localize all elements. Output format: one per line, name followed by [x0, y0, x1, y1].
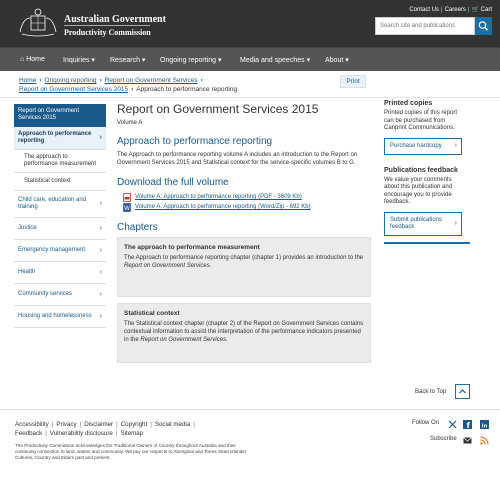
- nav-research-label: Research: [110, 57, 140, 64]
- purchase-hardcopy-label: Purchase hardcopy: [390, 142, 442, 149]
- nav-home-label: Home: [26, 56, 45, 63]
- sidebar-item-emergency[interactable]: [14, 240, 106, 262]
- chevron-right-icon: ›: [99, 200, 102, 207]
- chevron-right-icon: ›: [99, 246, 102, 254]
- chevron-right-icon: ›: [454, 219, 457, 227]
- facebook-icon[interactable]: [463, 420, 472, 429]
- submit-feedback-button[interactable]: [384, 212, 462, 236]
- logo-divider: [64, 25, 150, 26]
- acknowledgement-text: The Productivity Commission acknowledges the Traditional Owners of Country throughout Australia and their continuing connection to land, waters and community. We pay our respects to Aboriginal and Torres Strait Islander Cultures, Country and Elders past and present.: [15, 443, 247, 460]
- sidebar-item-community[interactable]: [14, 284, 106, 306]
- printed-copies-heading: Printed copies: [384, 100, 433, 107]
- nav-inquiries[interactable]: [63, 56, 95, 64]
- sidebar-item-approach[interactable]: [14, 127, 106, 150]
- chevron-right-icon: ›: [131, 86, 134, 93]
- follow-on-label: Follow On: [412, 420, 440, 426]
- breadcrumb-current: Approach to performance reporting: [136, 86, 238, 93]
- sidebar-item-justice[interactable]: [14, 218, 106, 240]
- footer-link-copyright[interactable]: Copyright: [120, 421, 148, 428]
- chevron-right-icon: ›: [99, 312, 102, 320]
- logo-government[interactable]: Australian Government: [64, 14, 166, 25]
- content-divider: [0, 97, 500, 98]
- caret-down-icon: ▾: [306, 57, 311, 64]
- breadcrumb-ongoing[interactable]: Ongoing reporting: [44, 77, 97, 84]
- chevron-right-icon: ›: [99, 77, 102, 84]
- nav-media-label: Media and speeches: [240, 57, 305, 64]
- download-heading: Download the full volume: [117, 177, 229, 188]
- caret-down-icon: ▾: [345, 57, 349, 64]
- back-to-top-label[interactable]: Back to Top: [415, 389, 447, 395]
- footer-link-feedback[interactable]: Feedback: [15, 430, 43, 437]
- chapter-card-text: The Statistical context chapter (chapter 2) of the Report on Government Services contains contextual information to assist the interpretation of the performance indicators presented in the Report on Government Services.: [124, 321, 364, 343]
- chevron-right-icon: ›: [454, 142, 457, 149]
- nav-ongoing-reporting[interactable]: [160, 56, 222, 64]
- breadcrumb-rogs-2015[interactable]: Report on Government Services 2015: [19, 86, 129, 93]
- download-pdf-label: Volume A: Approach to performance reporting (PDF - 3609 Kb): [135, 194, 302, 200]
- svg-text:in: in: [481, 423, 488, 429]
- word-icon: [123, 203, 131, 212]
- linkedin-icon[interactable]: [480, 420, 489, 429]
- footer-divider: [0, 409, 500, 410]
- rss-icon[interactable]: [480, 436, 489, 445]
- feedback-heading: Publications feedback: [384, 166, 458, 174]
- footer-link-social-media[interactable]: Social media: [154, 421, 191, 428]
- breadcrumb-home[interactable]: Home: [19, 77, 37, 84]
- main-nav: [0, 47, 500, 71]
- x-twitter-icon[interactable]: [448, 420, 457, 429]
- chevron-right-icon: ›: [39, 77, 42, 84]
- breadcrumb-rogs[interactable]: Report on Government Services: [104, 77, 198, 84]
- sidebar-heading[interactable]: Report on Government Services 2015: [14, 104, 106, 127]
- breadcrumb: [19, 76, 339, 94]
- nav-media-speeches[interactable]: [240, 56, 310, 64]
- chapter-card-title: Statistical context: [124, 310, 180, 317]
- download-word-label: Volume A: Approach to performance reporting (Word/Zip - 692 Kb): [135, 204, 311, 210]
- subscribe-label: Subscribe: [430, 436, 457, 442]
- download-word-link[interactable]: [117, 202, 371, 212]
- chevron-right-icon: ›: [99, 290, 102, 298]
- sidebar-subitem-measurement[interactable]: The approach to performance measurement: [14, 150, 106, 173]
- footer-link-accessibility[interactable]: Accessibility: [15, 421, 49, 428]
- page-title: Report on Government Services 2015: [117, 102, 319, 116]
- sidebar-subitem-statistical[interactable]: Statistical context: [14, 173, 106, 191]
- pdf-icon: [123, 193, 131, 202]
- main-content: [117, 102, 371, 363]
- svg-text:f: f: [466, 421, 470, 429]
- site-header: [0, 0, 500, 47]
- logo-commission[interactable]: Productivity Commission: [64, 28, 151, 37]
- right-sidebar-rule: [384, 242, 470, 244]
- chevron-right-icon: ›: [99, 268, 102, 276]
- footer-link-privacy[interactable]: Privacy: [56, 421, 77, 428]
- chapter-card-statistical[interactable]: [117, 303, 371, 363]
- chapter-card-title: The approach to performance measurement: [124, 244, 260, 251]
- home-icon: ⌂: [20, 56, 25, 63]
- careers-link[interactable]: Careers: [444, 7, 466, 13]
- contact-link[interactable]: Contact Us: [409, 7, 440, 13]
- sidebar-item-label: Emergency management: [18, 247, 86, 253]
- chevron-right-icon: ›: [99, 134, 102, 141]
- volume-label: Volume A: [117, 120, 143, 126]
- sidebar-item-label: Approach to performance reporting: [18, 131, 92, 144]
- purchase-hardcopy-button[interactable]: [384, 138, 462, 155]
- sidebar-item-label: Housing and homelessness: [18, 313, 92, 319]
- chapter-card-measurement[interactable]: [117, 237, 371, 297]
- approach-heading: Approach to performance reporting: [117, 136, 273, 147]
- caret-down-icon: ▾: [91, 57, 95, 64]
- sidebar-item-health[interactable]: [14, 262, 106, 284]
- chapters-heading: Chapters: [117, 222, 158, 233]
- back-to-top-button[interactable]: [455, 384, 470, 399]
- chapter-card-text: The Approach to performance reporting chapter (chapter 1) provides an introduction to the Report on Government Services.: [124, 255, 364, 269]
- section-sidebar: [14, 104, 106, 328]
- footer-links: Accessibility | Privacy | Disclaimer | Copyright | Social media | Feedback | Vulnerability disclosure | Sitemap: [15, 421, 195, 437]
- footer-link-disclaimer[interactable]: Disclaimer: [84, 421, 114, 428]
- cart-link[interactable]: Cart: [480, 7, 492, 13]
- utility-links: Contact Us | Careers | 🛒 Cart: [409, 7, 492, 13]
- nav-home[interactable]: [20, 56, 45, 63]
- sidebar-item-label: Health: [18, 269, 36, 275]
- caret-down-icon: ▾: [218, 57, 222, 64]
- cart-icon[interactable]: 🛒: [471, 7, 479, 13]
- search-input[interactable]: Search site and publications: [375, 17, 475, 35]
- print-button[interactable]: Print: [340, 75, 366, 88]
- sidebar-item-label: Justice: [18, 225, 37, 231]
- download-pdf-link[interactable]: [117, 192, 371, 202]
- svg-text:W: W: [124, 205, 130, 212]
- printed-copies-text: Printed copies of this report can be purchased from Canprint Communications.: [384, 110, 458, 131]
- coat-of-arms-icon: [16, 6, 60, 40]
- footer-link-vulnerability[interactable]: Vulnerability disclosure: [49, 430, 113, 437]
- nav-ongoing-label: Ongoing reporting: [160, 57, 217, 64]
- chevron-right-icon: ›: [99, 224, 102, 232]
- chevron-right-icon: ›: [200, 77, 203, 84]
- search-button[interactable]: [475, 17, 492, 35]
- right-sidebar: [384, 100, 466, 244]
- sidebar-item-child-care[interactable]: [14, 191, 106, 218]
- sidebar-item-housing[interactable]: [14, 306, 106, 328]
- search-icon: [475, 17, 492, 35]
- chevron-up-icon: [456, 385, 469, 398]
- feedback-text: We value your comments about this publication and encourage you to provide feedback.: [384, 176, 453, 205]
- caret-down-icon: ▾: [141, 57, 146, 64]
- nav-research[interactable]: [110, 56, 145, 64]
- footer-link-sitemap[interactable]: Sitemap: [120, 430, 144, 437]
- approach-paragraph: The Approach to performance reporting volume A includes an introduction to the Report on Government Services 2015 and Statistical context for the service-specific volumes B to G.: [117, 152, 358, 166]
- nav-about[interactable]: [325, 56, 349, 64]
- nav-about-label: About: [325, 57, 344, 64]
- submit-feedback-label: Submit publications feedback: [390, 216, 443, 230]
- email-icon[interactable]: [463, 436, 472, 445]
- nav-inquiries-label: Inquiries: [63, 57, 90, 64]
- sidebar-item-label: Child care, education and training: [18, 197, 87, 210]
- sidebar-item-label: Community services: [18, 291, 73, 297]
